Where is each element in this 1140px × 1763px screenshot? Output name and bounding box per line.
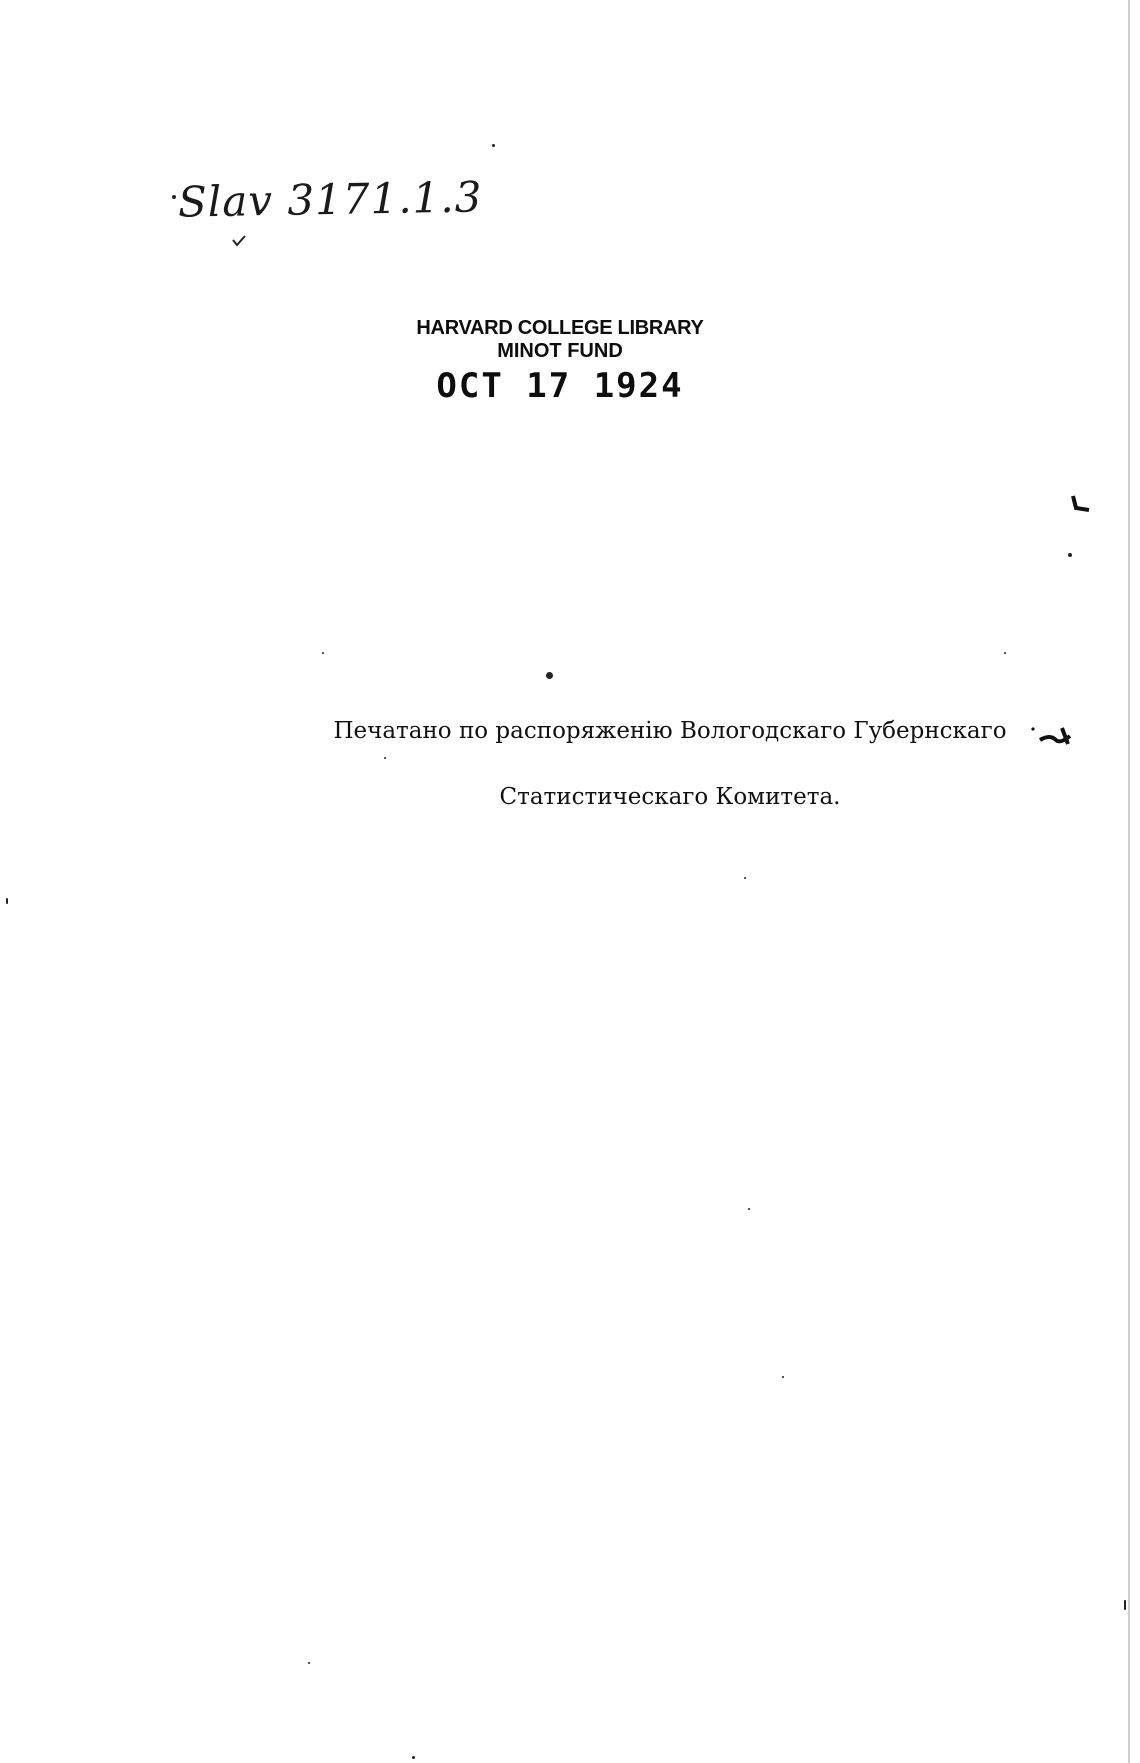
stamp-library-name: HARVARD COLLEGE LIBRARY bbox=[416, 317, 704, 339]
speck bbox=[744, 877, 746, 879]
scan-edge-line bbox=[1128, 0, 1130, 1763]
speck bbox=[6, 898, 8, 904]
library-stamp bbox=[380, 316, 740, 408]
speck bbox=[384, 757, 386, 759]
imprint-note bbox=[330, 698, 1010, 830]
speck bbox=[172, 195, 176, 199]
speck bbox=[322, 652, 324, 654]
margin-mark-icon bbox=[1030, 724, 1072, 748]
speck bbox=[748, 1208, 750, 1210]
imprint-line-1: Печатано по распоряженію Вологодскаго Губернскаго bbox=[333, 718, 1007, 744]
center-dot bbox=[546, 672, 553, 679]
margin-mark-icon bbox=[1070, 494, 1092, 514]
check-mark-icon bbox=[232, 234, 246, 248]
imprint-line-2: Статистическаго Комитета. bbox=[499, 784, 841, 810]
speck bbox=[1004, 652, 1006, 654]
speck bbox=[412, 1756, 415, 1759]
handwritten-shelfmark: Slav 3171.1.3 bbox=[177, 172, 483, 227]
speck bbox=[492, 144, 495, 147]
speck bbox=[308, 1662, 310, 1664]
stamp-date: OCT 17 1924 bbox=[436, 366, 684, 406]
stamp-fund-name: MINOT FUND bbox=[497, 340, 623, 362]
margin-speck bbox=[1068, 553, 1072, 557]
speck bbox=[1124, 1600, 1126, 1610]
speck bbox=[782, 1376, 784, 1378]
